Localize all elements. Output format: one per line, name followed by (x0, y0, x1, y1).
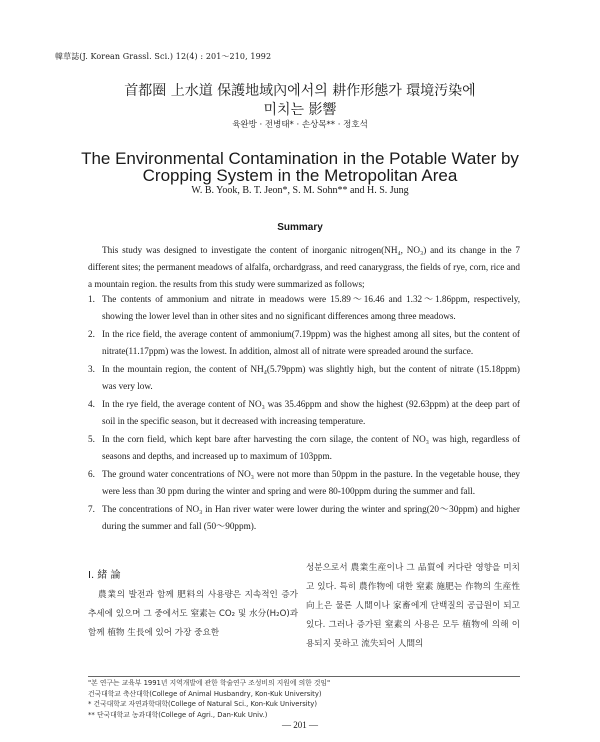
item-number: 5. (88, 434, 95, 444)
english-authors: W. B. Yook, B. T. Jeon*, S. M. Sohn** and H. S. Jung (191, 185, 409, 196)
korean-title-line-1: 首都圈 上水道 保護地域內에서의 耕作形態가 環境汚染에 (124, 83, 476, 99)
summary-item (88, 326, 520, 359)
summary-intro: This study was designed to investigate the content of inorganic nitrogen(NH₄, NO₃) and its change in the 7 different sites; the permanent meadows of alfalfa, orchardgrass, and reed canarygrass, the fields of rye, corn, rice and a mountain region. the results from this study were summarized as follows; (88, 245, 520, 289)
item-number: 6. (88, 469, 95, 479)
item-number: 7. (88, 504, 95, 514)
korean-title-line-2: 미치는 影響 (263, 102, 337, 118)
introduction-left-column: 農業의 발전과 함께 肥料의 사용량은 지속적인 증가 추세에 있으며 그 중에서도 窒素는 CO₂ 및 水分(H₂O)과 함께 植物 生長에 있어 가장 중요한 (88, 590, 298, 638)
summary-item (88, 291, 520, 324)
summary-item (88, 466, 520, 499)
item-number: 3. (88, 364, 95, 374)
item-text: The ground water concentrations of NO₃ were not more than 50ppm in the pasture. In the vegetable house, they were less than 30 ppm during the winter and spring and were 80-100ppm during the summer and fall. (102, 469, 520, 496)
item-text: The concentrations of NO₃ in Han river water were lower during the winter and spring(20～30ppm) and higher during the summer and fall (50～90ppm). (102, 504, 520, 531)
summary-item (88, 431, 520, 464)
korean-authors: 육완방 · 전병태* · 손상목** · 정호석 (232, 120, 368, 130)
item-text: In the corn field, which kept bare after harvesting the corn silage, the content of NO₃ was high, regardless of seasons and depths, and increased up to maximum of 103ppm. (102, 434, 520, 461)
item-text: In the mountain region, the content of NH₄(5.79ppm) was slightly high, but the content of nitrate (15.18ppm) was very low. (102, 364, 520, 391)
footnotes (88, 678, 520, 720)
footnote-affiliation: 건국대학교 축산대학(College of Animal Husbandry, Kon-Kuk University) (88, 689, 322, 698)
summary-item (88, 501, 520, 534)
footnote-divider (88, 676, 520, 677)
item-text: The contents of ammonium and nitrate in meadows were 15.89～16.46 and 1.32～1.86ppm, respectively, showing the lower level than in other sites and no significant differences among three meadows. (102, 294, 520, 321)
page-number: — 201 — (282, 720, 318, 730)
english-title-line-2: Cropping System in the Metropolitan Area (142, 166, 458, 185)
introduction-heading: Ⅰ. 緒 論 (88, 570, 121, 581)
introduction-right-column: 성분으로서 農業生産이나 그 品質에 커다란 영향을 미치고 있다. 특히 農作物에 대한 窒素 施肥는 作物의 生産性 向上은 물론 人間이나 家畜에게 단백질의 공급원이 되고 있다. 그러나 증가된 窒素의 사용은 모두 植物에 의해 이용되지 못하고 流失되어 人間의 (306, 563, 520, 649)
footnote-funding: "본 연구는 교육부 1991년 지역개발에 관한 학술연구 조성비의 지원에 의한 것임" (88, 679, 331, 687)
item-text: In the rye field, the average content of NO₃ was 35.46ppm and show the highest (92.63ppm) at the deep part of soil in the specific season, but it decreased with increasing temperature. (102, 399, 520, 426)
journal-citation: 韓草誌(J. Korean Grassl. Sci.) 12(4) : 201～210, 1992 (55, 52, 272, 61)
item-number: 4. (88, 399, 95, 409)
item-number: 2. (88, 329, 95, 339)
summary-item (88, 361, 520, 394)
item-number: 1. (88, 294, 95, 304)
summary-list (88, 291, 520, 536)
summary-heading: Summary (277, 222, 323, 233)
footnote-affiliation: ** 단국대학교 농과대학(College of Agri., Dan-Kuk Univ.) (88, 710, 268, 719)
footnote-affiliation: * 건국대학교 자연과학대학(College of Natural Sci., Kon-Kuk University) (88, 700, 317, 708)
item-text: In the rice field, the average content of ammonium(7.19ppm) was the highest among all sites, but the content of nitrate(11.17ppm) was the lowest. In addition, almost all of nitrate were spreaded around the surface. (102, 329, 520, 356)
english-title-line-1: The Environmental Contamination in the Potable Water by (81, 149, 519, 168)
summary-item (88, 396, 520, 429)
